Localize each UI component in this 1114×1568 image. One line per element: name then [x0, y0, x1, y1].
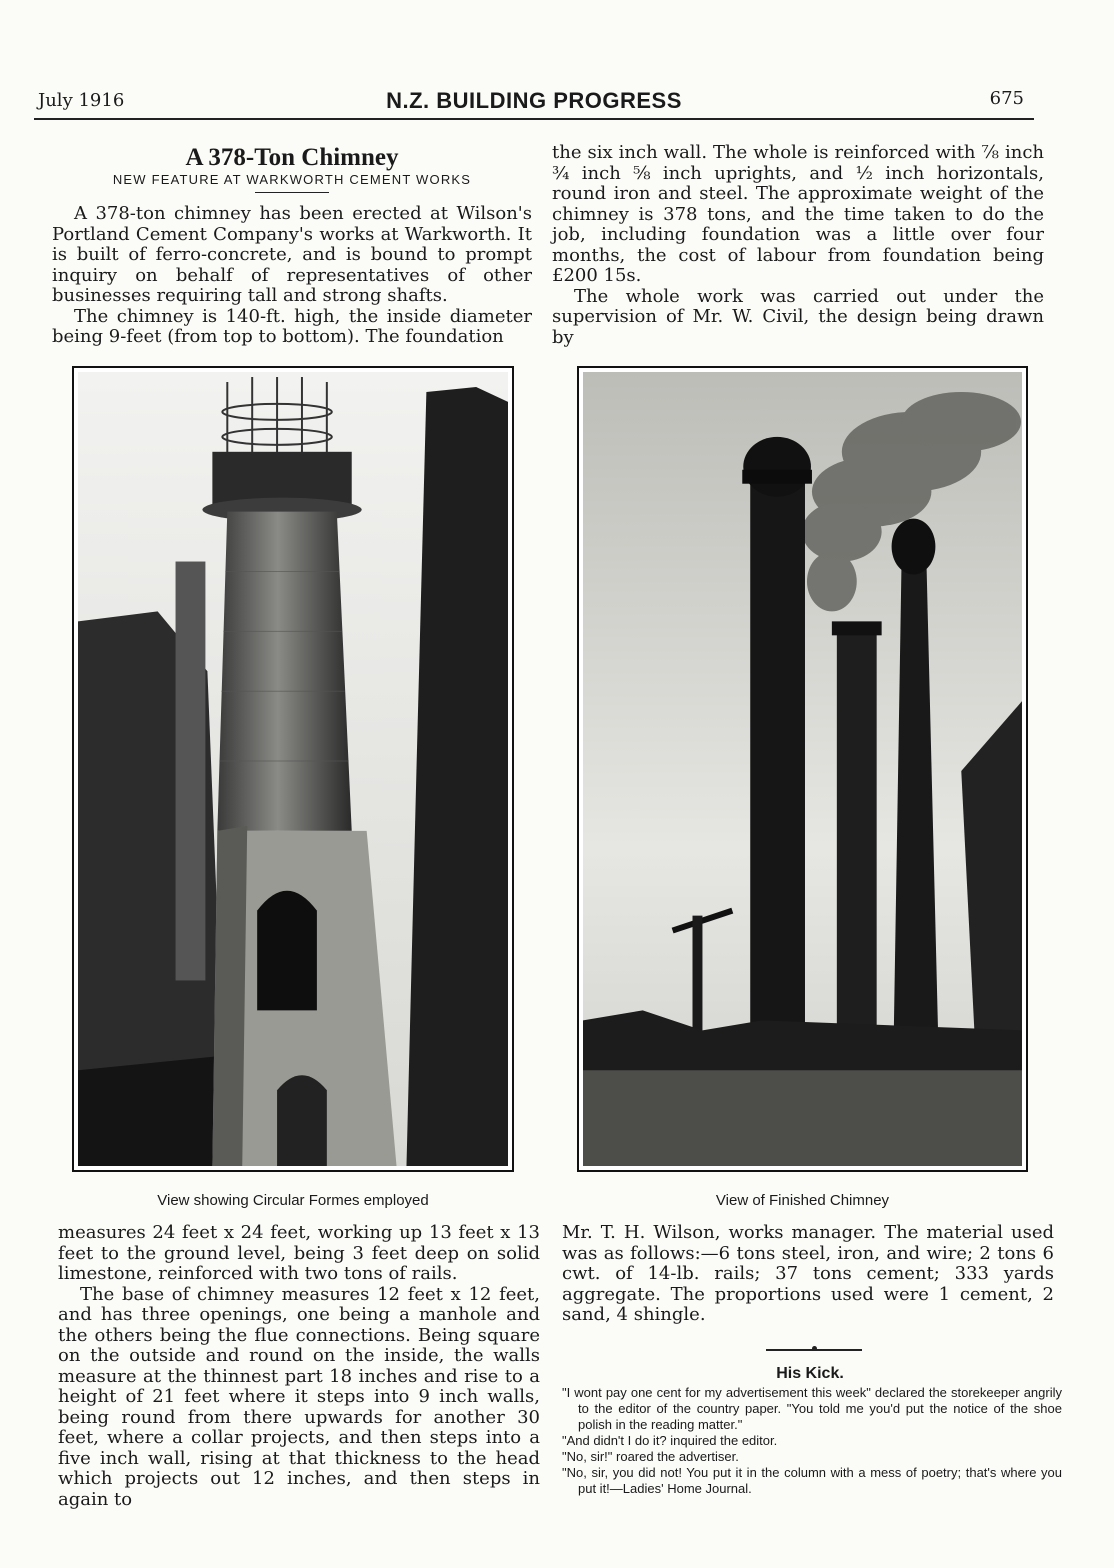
paragraph: measures 24 feet x 24 feet, working up 13 feet x 13 feet to the ground level, being 3 feet deep on solid limestone, reinforced with two tons of rails. — [58, 1222, 540, 1284]
paragraph: The base of chimney measures 12 feet x 12 feet, and has three openings, one being a manhole and the others being the flue connections. Being square on the outside and round on the inside, the walls measure at the thinnest part 18 inches and rise to a height of 21 feet where it steps into 9 inch walls, being round from there upwards for another 30 feet, where a collar projects, and then steps into a five inch wall, rising at that thickness to the head which projects out 12 inches, and then steps in again to — [58, 1283, 540, 1510]
kick-line: "No, sir!" roared the advertiser. — [562, 1449, 739, 1464]
running-header — [34, 88, 1034, 118]
paragraph: A 378-ton chimney has been erected at Wilson's Portland Cement Company's works at Warkworth. It is built of ferro-concrete, and is bound to prompt inquiry on behalf of representatives of other businesses requiring tall and strong shafts. — [52, 203, 532, 306]
header-rule — [34, 118, 1034, 120]
paragraph: The whole work was carried out under the supervision of Mr. W. Civil, the design being drawn by — [552, 285, 1044, 348]
kick-line: "No, sir, you did not! You put it in the column with a mess of poetry; that's where you put it!—Ladies' Home Journal. — [562, 1465, 1062, 1496]
right-photo-caption: View of Finished Chimney — [715, 1192, 890, 1209]
paragraph: Mr. T. H. Wilson, works manager. The material used was as follows:—6 tons steel, iron, and wire; 2 tons 6 cwt. of 14-lb. rails; 37 tons cement; 333 yards aggregate. The proportions used were 1 cement, 2 sand, 4 shingle. — [562, 1222, 1054, 1325]
chimney-construction-image — [78, 372, 508, 1166]
his-kick-title: His Kick. — [776, 1365, 844, 1382]
photo-circular-formes — [72, 366, 514, 1172]
column-right-top — [552, 143, 1044, 348]
publication-title: N.Z. BUILDING PROGRESS — [386, 88, 682, 113]
column-left-top — [52, 204, 532, 348]
divider-dot — [812, 1346, 817, 1351]
left-photo-caption: View showing Circular Formes employed — [157, 1192, 429, 1209]
subtitle-rule — [255, 192, 329, 193]
kick-line: "And didn't I do it? inquired the editor. — [562, 1433, 778, 1448]
column-left-bottom — [58, 1223, 540, 1510]
kick-line: "I wont pay one cent for my advertisement this week" declared the storekeeper angrily to the editor of the country paper. "You told me you'd put the notice of the shoe polish in the reading matter." — [562, 1385, 1062, 1432]
column-right-bottom — [562, 1223, 1054, 1326]
article-subtitle: NEW FEATURE AT WARKWORTH CEMENT WORKS — [112, 172, 472, 187]
finished-chimney-image — [583, 372, 1022, 1166]
paragraph: The chimney is 140-ft. high, the inside diameter being 9-feet (from top to bottom). The foundation — [52, 305, 532, 347]
paragraph: the six inch wall. The whole is reinforced with ⅞ inch ¾ inch ⅝ inch uprights, and ½ inch horizontals, round iron and steel. The approximate weight of the chimney is 378 tons, and the time taken to do the job, including foundation was a little over four months, the cost of labour from foundation being £200 15s. — [552, 142, 1044, 286]
his-kick-body — [562, 1385, 1062, 1497]
photo-finished-chimney — [577, 366, 1028, 1172]
issue-date: July 1916 — [38, 90, 125, 111]
article-title: A 378-Ton Chimney — [185, 144, 399, 171]
page-number: 675 — [989, 88, 1024, 109]
